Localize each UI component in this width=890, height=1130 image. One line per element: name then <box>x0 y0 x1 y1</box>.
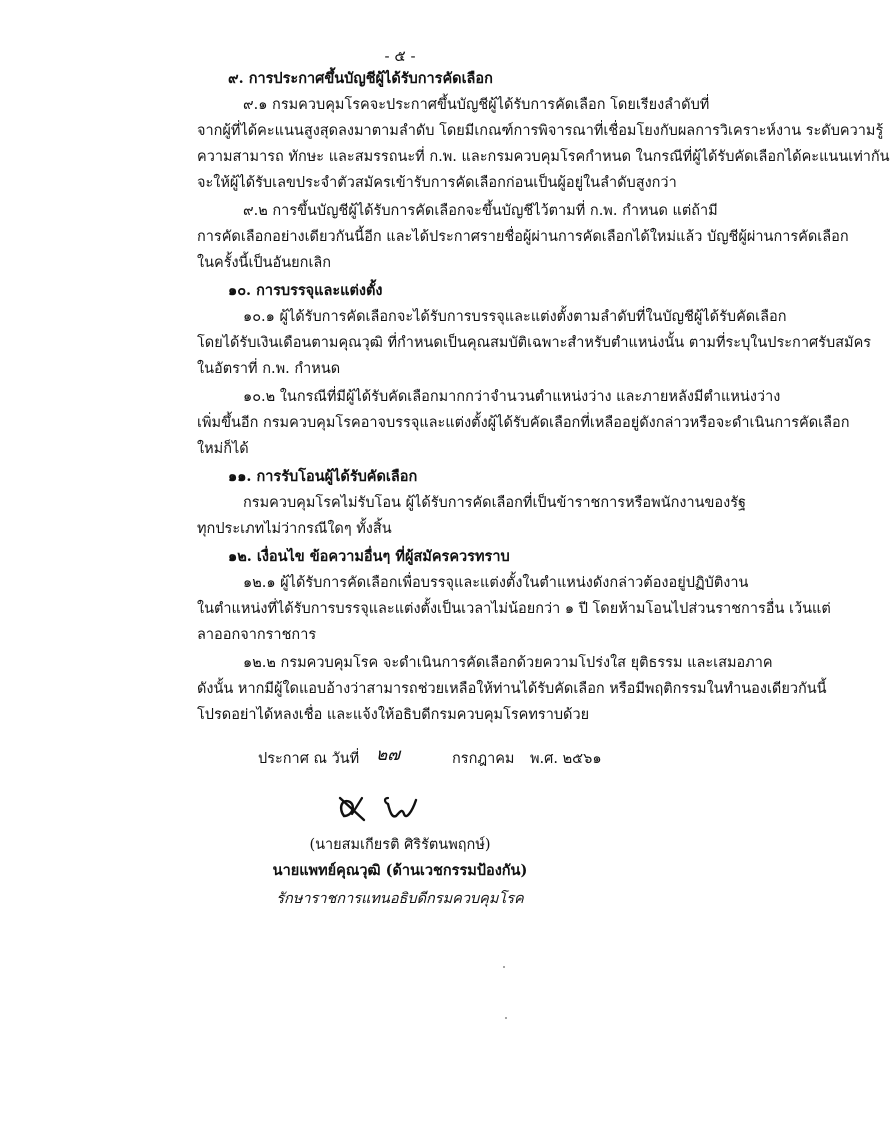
section-10-2-line: เพิ่มขึ้นอีก กรมควบคุมโรคอาจบรรจุและแต่งตั้งผู้ได้รับคัดเลือกที่เหลืออยู่ดังกล่าวหรือจะดำเนินการคัดเลือก <box>197 415 850 431</box>
section-12-heading: ๑๒. เงื่อนไข ข้อความอื่นๆ ที่ผู้สมัครควรทราบ <box>228 548 510 565</box>
section-9-1-line: จากผู้ที่ได้คะแนนสูงสุดลงมาตามลำดับ โดยมีเกณฑ์การพิจารณาที่เชื่อมโยงกับผลการวิเคราะห์งาน ระดับความรู้ <box>197 123 884 139</box>
section-10-1-line: โดยได้รับเงินเดือนตามคุณวุฒิ ที่กำหนดเป็นคุณสมบัติเฉพาะสำหรับตำแหน่งนั้น ตามที่ระบุในประกาศรับสมัคร <box>197 335 872 351</box>
section-12-2-line: โปรดอย่าได้หลงเชื่อ และแจ้งให้อธิบดีกรมควบคุมโรคทราบด้วย <box>197 707 590 723</box>
section-9-2-line: ในครั้งนี้เป็นอันยกเลิก <box>197 255 332 271</box>
scan-speck <box>505 1017 507 1019</box>
signatory-acting: รักษาราชการแทนอธิบดีกรมควบคุมโรค <box>276 891 524 907</box>
announcement-prefix: ประกาศ ณ วันที่ <box>258 751 360 767</box>
section-9-1-line: ๙.๑ กรมควบคุมโรคจะประกาศขึ้นบัญชีผู้ได้รับการคัดเลือก โดยเรียงลำดับที่ <box>243 97 710 113</box>
section-11-line: ทุกประเภทไม่ว่ากรณีใดๆ ทั้งสิ้น <box>197 521 392 537</box>
section-12-1-line: ๑๒.๑ ผู้ได้รับการคัดเลือกเพื่อบรรจุและแต่งตั้งในตำแหน่งดังกล่าวต้องอยู่ปฏิบัติงาน <box>243 575 749 591</box>
section-12-1-line: ในตำแหน่งที่ได้รับการบรรจุและแต่งตั้งเป็นเวลาไม่น้อยกว่า ๑ ปี โดยห้ามโอนไปส่วนราชการอื่น เว้นแต่ <box>197 601 831 617</box>
announcement-month: กรกฎาคม <box>452 751 515 767</box>
section-9-1-line: ความสามารถ ทักษะ และสมรรถนะที่ ก.พ. และกรมควบคุมโรคกำหนด ในกรณีที่ผู้ได้รับคัดเลือกได้คะแนนเท่ากัน <box>197 149 890 165</box>
section-11-heading: ๑๑. การรับโอนผู้ได้รับคัดเลือก <box>228 468 418 485</box>
section-9-2-line: การคัดเลือกอย่างเดียวกันนี้อีก และได้ประกาศรายชื่อผู้ผ่านการคัดเลือกได้ใหม่แล้ว บัญชีผู้ผ่านการคัดเลือก <box>197 229 849 245</box>
section-12-2-line: ๑๒.๒ กรมควบคุมโรค จะดำเนินการคัดเลือกด้วยความโปร่งใส ยุติธรรม และเสมอภาค <box>243 655 773 671</box>
announcement-year: พ.ศ. ๒๕๖๑ <box>530 751 602 767</box>
announcement-day: ๒๗ <box>376 745 400 765</box>
signatory-name: (นายสมเกียรติ ศิริรัตนพฤกษ์) <box>309 837 491 853</box>
scan-speck <box>503 966 505 968</box>
section-12-2-line: ดังนั้น หากมีผู้ใดแอบอ้างว่าสามารถช่วยเหลือให้ท่านได้รับคัดเลือก หรือมีพฤติกรรมในทำนองเดียวกันนี้ <box>197 681 827 697</box>
section-10-2-line: ใหม่ก็ได้ <box>197 441 249 457</box>
section-10-1-line: ในอัตราที่ ก.พ. กำหนด <box>197 361 341 377</box>
page-number: - ๕ - <box>384 47 416 65</box>
section-11-line: กรมควบคุมโรคไม่รับโอน ผู้ได้รับการคัดเลือกที่เป็นข้าราชการหรือพนักงานของรัฐ <box>243 495 747 511</box>
section-9-2-line: ๙.๒ การขึ้นบัญชีผู้ได้รับการคัดเลือกจะขึ้นบัญชีไว้ตามที่ ก.พ. กำหนด แต่ถ้ามี <box>243 203 718 219</box>
section-12-1-line: ลาออกจากราชการ <box>197 627 317 643</box>
section-10-2-line: ๑๐.๒ ในกรณีที่มีผู้ได้รับคัดเลือกมากกว่าจำนวนตำแหน่งว่าง และภายหลังมีตำแหน่งว่าง <box>243 389 781 405</box>
signatory-position: นายแพทย์คุณวุฒิ (ด้านเวชกรรมป้องกัน) <box>272 862 528 879</box>
section-10-heading: ๑๐. การบรรจุและแต่งตั้ง <box>228 282 383 299</box>
section-9-heading: ๙. การประกาศขึ้นบัญชีผู้ได้รับการคัดเลือก <box>228 70 493 87</box>
handwritten-signature <box>330 790 440 824</box>
section-10-1-line: ๑๐.๑ ผู้ได้รับการคัดเลือกจะได้รับการบรรจุและแต่งตั้งตามลำดับที่ในบัญชีผู้ได้รับคัดเลือก <box>243 309 787 325</box>
section-9-1-line: จะให้ผู้ได้รับเลขประจำตัวสมัครเข้ารับการคัดเลือกก่อนเป็นผู้อยู่ในลำดับสูงกว่า <box>197 175 677 191</box>
